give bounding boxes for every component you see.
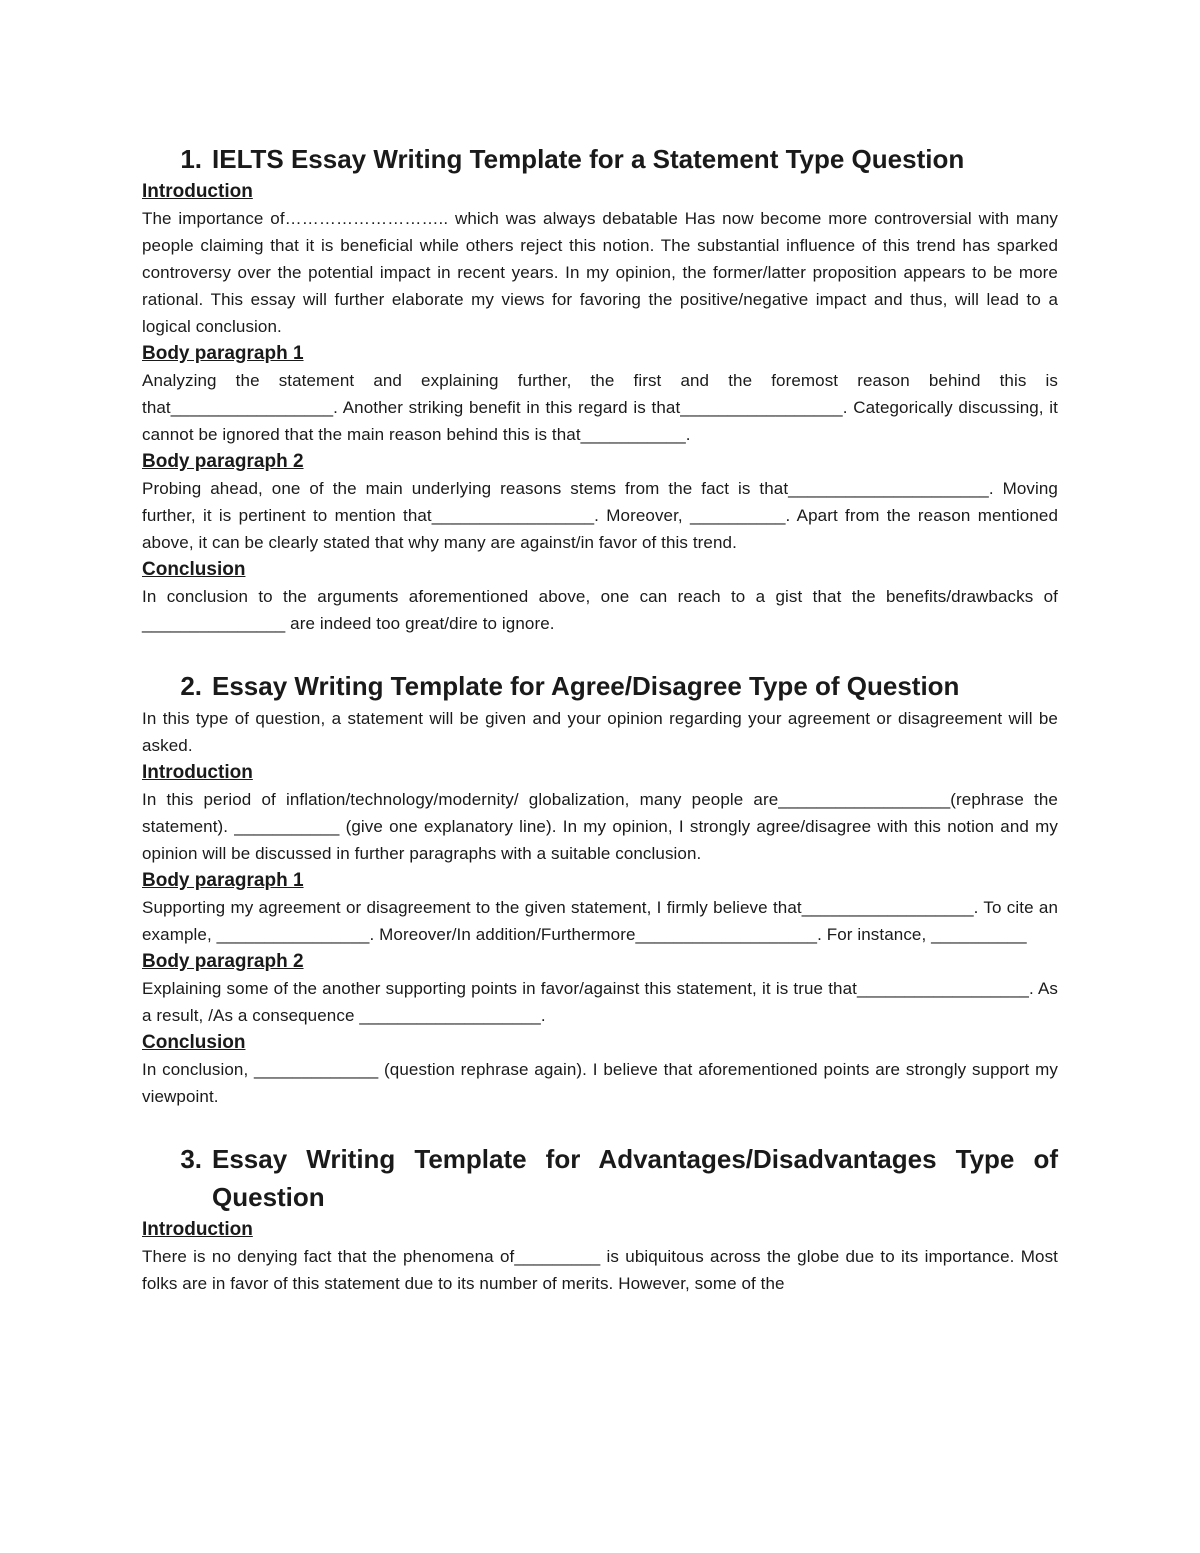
- introduction-text: There is no denying fact that the phenomena of_________ is ubiquitous across the globe due to its importance. Most folks are in favor of this statement due to its number of merits. However, some of the: [142, 1247, 1058, 1293]
- body-paragraph-1-label: Body paragraph 1: [142, 343, 304, 364]
- introduction-text: In this period of inflation/technology/modernity/ globalization, many people are__________________(rephrase the statement). ___________ (give one explanatory line). In my opinion, I strongly agree/disagree with this notion and my opinion will be discussed in further paragraphs with a suitable conclusion.: [142, 790, 1058, 863]
- section-spacer: [142, 1110, 1058, 1140]
- conclusion-text: In conclusion, _____________ (question rephrase again). I believe that aforementioned points are strongly support my viewpoint.: [142, 1060, 1058, 1106]
- body-paragraph-2-label: Body paragraph 2: [142, 451, 304, 472]
- conclusion-text: In conclusion to the arguments aforementioned above, one can reach to a gist that the benefits/drawbacks of _______________ are indeed too great/dire to ignore.: [142, 587, 1058, 633]
- section-advantages-disadvantages: [142, 1140, 1058, 1297]
- conclusion-label: Conclusion: [142, 559, 246, 580]
- conclusion-label: Conclusion: [142, 1032, 246, 1053]
- section-number: 3.: [180, 1144, 202, 1174]
- document-page: [142, 140, 1058, 1297]
- body-paragraph-2-text: Explaining some of the another supporting points in favor/against this statement, it is true that__________________. As a result, /As a consequence ___________________.: [142, 979, 1058, 1025]
- section-heading: [142, 1140, 1058, 1216]
- section-statement-type: [142, 140, 1058, 637]
- section-heading: [142, 140, 1058, 178]
- body-paragraph-1-text: Analyzing the statement and explaining further, the first and the foremost reason behind this is that_________________. Another striking benefit in this regard is that_________________. Categorically discussing, it cannot be ignored that the main reason behind this is that___________.: [142, 371, 1058, 444]
- section-number: 1.: [180, 144, 202, 174]
- introduction-label: Introduction: [142, 181, 253, 202]
- introduction-label: Introduction: [142, 762, 253, 783]
- introduction-text: The importance of……………………….. which was always debatable Has now become more controversial with many people claiming that it is beneficial while others reject this notion. The substantial influence of this trend has sparked controversy over the potential impact in recent years. In my opinion, the former/latter proposition appears to be more rational. This essay will further elaborate my views for favoring the positive/negative impact and thus, will lead to a logical conclusion.: [142, 209, 1058, 336]
- section-title: IELTS Essay Writing Template for a Statement Type Question: [212, 144, 965, 174]
- section-lead-text: In this type of question, a statement will be given and your opinion regarding your agreement or disagreement will be asked.: [142, 709, 1058, 755]
- section-agree-disagree: [142, 667, 1058, 1110]
- body-paragraph-2-label: Body paragraph 2: [142, 951, 304, 972]
- body-paragraph-1-text: Supporting my agreement or disagreement to the given statement, I firmly believe that__________________. To cite an example, ________________. Moreover/In addition/Furthermore___________________. For instance, __________: [142, 898, 1058, 944]
- section-title: Essay Writing Template for Agree/Disagree Type of Question: [212, 671, 960, 701]
- section-spacer: [142, 637, 1058, 667]
- section-heading: [142, 667, 1058, 705]
- introduction-label: Introduction: [142, 1219, 253, 1240]
- section-title: Essay Writing Template for Advantages/Disadvantages Type of Question: [212, 1144, 1058, 1212]
- body-paragraph-1-label: Body paragraph 1: [142, 870, 304, 891]
- section-number: 2.: [180, 671, 202, 701]
- body-paragraph-2-text: Probing ahead, one of the main underlying reasons stems from the fact is that_____________________. Moving further, it is pertinent to mention that_________________. Moreover, __________. Apart from the reason mentioned above, it can be clearly stated that why many are against/in favor of this trend.: [142, 479, 1058, 552]
